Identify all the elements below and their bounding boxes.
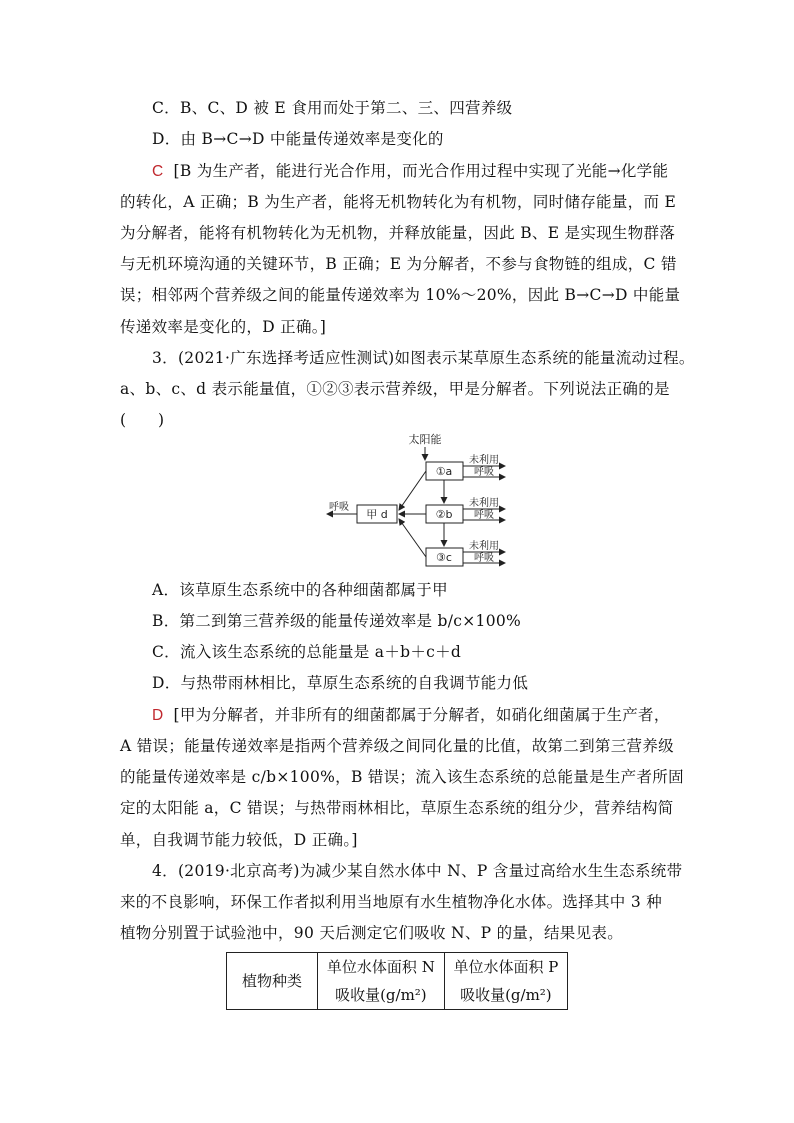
q2-explanation-line-6: 传递效率是变化的，D 正确。] — [120, 318, 327, 336]
level-1-unused-label: 未利用 — [469, 455, 499, 466]
q3-option-c: C．流入该生态系统的总能量是 a＋b＋c＋d — [152, 643, 462, 661]
sun-label: 太阳能 — [408, 433, 442, 446]
table-header-n: 单位水体面积 N 吸收量(g/m²) — [318, 953, 445, 1010]
q4-stem-line-1: 4．(2019·北京高考)为减少某自然水体中 N、P 含量过高给水生生态系统带 — [152, 862, 683, 880]
q3-explanation-line-3: 的能量传递效率是 c/b×100%，B 错误；流入该生态系统的总能量是生产者所固 — [120, 768, 684, 786]
q3-stem-line-3: ( ) — [120, 411, 165, 429]
q3-explanation-line-1: D [甲为分解者，并非所有的细菌都属于分解者，如硝化细菌属于生产者， — [152, 706, 670, 724]
q3-option-d: D．与热带雨林相比，草原生态系统的自我调节能力低 — [152, 674, 529, 692]
level-2-unused-label: 未利用 — [469, 498, 499, 509]
level-3-to-decomposer — [399, 519, 426, 557]
table-header-row — [227, 953, 568, 1010]
level-3-label: ③c — [436, 551, 452, 564]
q2-option-d: D．由 B→C→D 中能量传递效率是变化的 — [152, 130, 444, 148]
energy-flow-diagram — [313, 430, 533, 572]
q2-option-c: C．B、C、D 被 E 食用而处于第二、三、四营养级 — [152, 99, 513, 117]
q4-stem-line-2: 来的不良影响，环保工作者拟利用当地原有水生植物净化水体。选择其中 3 种 — [120, 893, 663, 911]
q2-explanation-line-4: 与无机环境沟通的关键环节，B 正确；E 为分解者，不参与食物链的组成，C 错 — [120, 255, 677, 273]
table-header-plant: 植物种类 — [227, 953, 318, 1010]
level-3-unused-label: 未利用 — [469, 541, 499, 552]
level-1-label: ①a — [435, 465, 453, 478]
q3-answer: D — [152, 707, 164, 724]
q2-explanation-line-1: C [B 为生产者，能进行光合作用，而光合作用过程中实现了光能→化学能 — [152, 162, 669, 180]
q3-option-b: B．第二到第三营养级的能量传递效率是 b/c×100% — [152, 612, 522, 630]
q2-explanation-line-5: 误；相邻两个营养级之间的能量传递效率为 10%～20%，因此 B→C→D 中能量 — [120, 286, 681, 304]
level-1-to-decomposer — [399, 471, 426, 510]
q3-explanation-line-4: 定的太阳能 a，C 错误；与热带雨林相比，草原生态系统的组分少，营养结构简 — [120, 799, 674, 817]
level-1-resp-label: 呼吸 — [474, 467, 494, 478]
q3-option-a: A．该草原生态系统中的各种细菌都属于甲 — [152, 581, 448, 599]
q3-explanation-line-2: A 错误；能量传递效率是指两个营养级之间同化量的比值，故第二到第三营养级 — [120, 737, 674, 755]
level-3-resp-label: 呼吸 — [474, 553, 494, 564]
q2-answer: C — [152, 163, 164, 180]
q2-explanation-line-3: 为分解者，能将有机物转化为无机物，并释放能量，因此 B、E 是实现生物群落 — [120, 224, 676, 242]
level-2-resp-label: 呼吸 — [474, 510, 494, 521]
q3-explanation-line-5: 单，自我调节能力较低，D 正确。] — [120, 831, 358, 849]
q3-stem-line-2: a、b、c、d 表示能量值，①②③表示营养级，甲是分解者。下列说法正确的是 — [120, 380, 670, 398]
level-2-label: ②b — [435, 508, 453, 521]
table-header-p: 单位水体面积 P 吸收量(g/m²) — [444, 953, 567, 1010]
q2-explanation-line-2: 的转化，A 正确；B 为生产者，能将无机物转化为有机物，同时储存能量，而 E — [120, 193, 677, 211]
absorption-table — [226, 952, 568, 1010]
q3-stem-line-1: 3．(2021·广东选择考适应性测试)如图表示某草原生态系统的能量流动过程。 — [152, 349, 695, 367]
decomposer-label: 甲 d — [366, 508, 388, 521]
q4-stem-line-3: 植物分别置于试验池中，90 天后测定它们吸收 N、P 的量，结果见表。 — [120, 924, 623, 942]
decomposer-resp-label: 呼吸 — [329, 502, 349, 513]
